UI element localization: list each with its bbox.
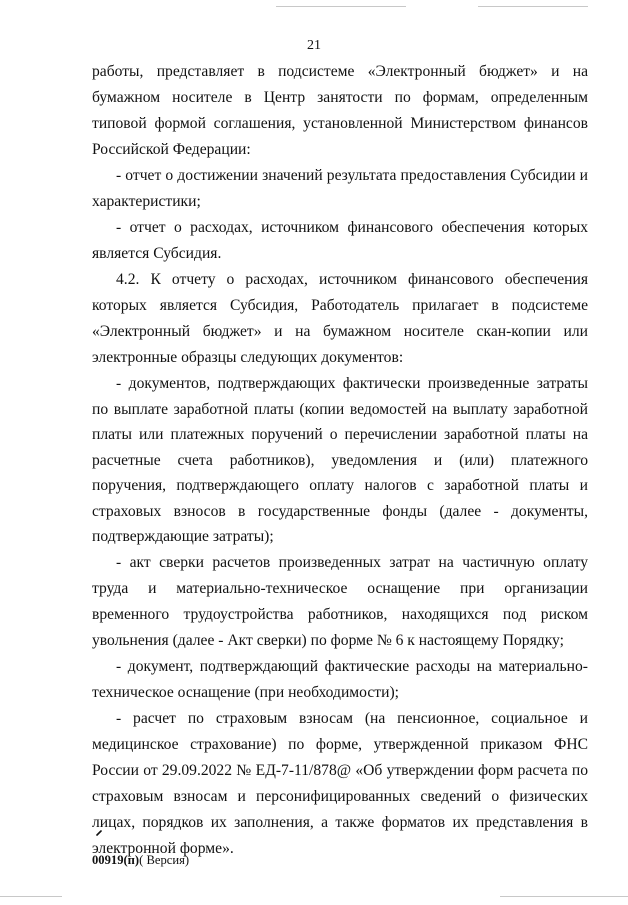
document-code: 00919(п) [92,853,140,867]
scan-edge-bottom-right [500,896,628,897]
list-item-salary-documents: - документов, подтверждающих фактически произведенные затраты по выплате заработной платы (копии ведомостей на выплату заработной платы или платежных поручений о перечислении заработной платы на расчетные счета работников), уведомления и (или) платежного поручения, подтверждающего оплату налогов с заработной платы и страховых взносов в государственные фонды (далее - документы, подтверждающие затраты); [92,375,588,545]
paragraph-continuation: работы, представляет в подсистеме «Электронный бюджет» и на бумажном носителе в Центр занятости по формам, определенным типовой формой соглашения, установленной Министерством финансов Российской Федерации: [92,63,588,158]
document-version: ( Версия) [139,853,190,867]
page-number: 21 [307,38,321,53]
document-footer [92,852,189,868]
list-item-equipment-expenses: - документ, подтверждающий фактические расходы на материально-техническое оснащение (при необходимости); [92,657,588,701]
scan-dot-icon [96,830,102,836]
list-item-reconciliation-act: - акт сверки расчетов произведенных затрат на частичную оплату труда и материально-техническое оснащение при организации временного трудоустройства работников, находящихся под риском увольнения (далее - Акт сверки) по форме № 6 к настоящему Порядку; [92,553,588,649]
scan-edge-top-left [276,6,406,7]
scan-edge-top-right [478,6,588,7]
document-body [92,59,588,862]
list-item-expense-report: - отчет о расходах, источником финансового обеспечения которых является Субсидия. [92,219,588,262]
list-item-insurance-calculation: - расчет по страховым взносам (на пенсионное, социальное и медицинское страхование) по форме, утвержденной приказом ФНС России от 29.09.2022 № ЕД-7-11/878@ «Об утверждении форм расчета по страховым взносам и персонифицированных сведений о физических лицах, порядков их заполнения, а также форматов их представления в электронной форме». [92,709,588,857]
scan-edge-bottom-left [0,896,62,897]
list-item-result-report: - отчет о достижении значений результата предоставления Субсидии и характеристики; [92,167,588,210]
clause-4-2: 4.2. К отчету о расходах, источником финансового обеспечения которых является Субсидия, Работодатель прилагает в подсистеме «Электронный бюджет» и на бумажном носителе скан-копии или электронные образцы следующих документов: [92,271,588,366]
scan-mark [96,826,102,838]
